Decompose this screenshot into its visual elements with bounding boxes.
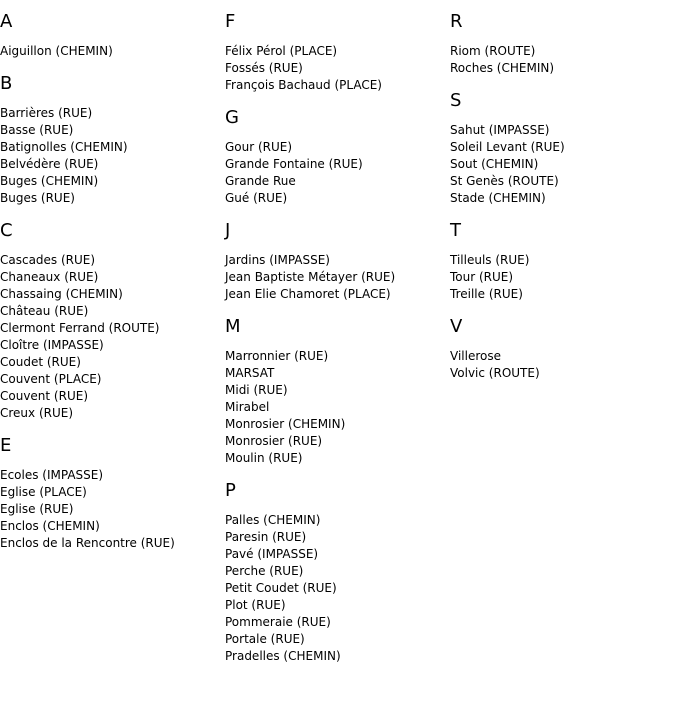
section-letter-heading: A xyxy=(0,11,13,32)
street-name: Creux (RUE) xyxy=(0,406,74,420)
section-letter-heading: B xyxy=(0,73,13,94)
street-name: Eglise (PLACE) xyxy=(0,485,87,499)
street-name: Volvic (ROUTE) xyxy=(450,366,540,380)
street-name: Moulin (RUE) xyxy=(225,451,303,465)
street-index-column-2 xyxy=(225,12,445,679)
street-name: Tour (RUE) xyxy=(450,270,514,284)
street-name: Buges (RUE) xyxy=(0,191,75,205)
street-name: Gour (RUE) xyxy=(225,140,293,154)
street-name: Chassaing (CHEMIN) xyxy=(0,287,123,301)
street-list xyxy=(225,252,445,303)
street-name: Perche (RUE) xyxy=(225,564,304,578)
street-name: Pradelles (CHEMIN) xyxy=(225,649,341,663)
section-letter-heading: M xyxy=(225,316,241,337)
street-name: Monrosier (CHEMIN) xyxy=(225,417,346,431)
street-name: Enclos de la Rencontre (RUE) xyxy=(0,536,175,550)
street-name: Gué (RUE) xyxy=(225,191,288,205)
street-list xyxy=(450,43,670,77)
street-name: Buges (CHEMIN) xyxy=(0,174,99,188)
letter-section-s xyxy=(450,91,670,207)
street-list xyxy=(0,43,220,60)
section-letter-heading: S xyxy=(450,90,462,111)
street-name: Jean Baptiste Métayer (RUE) xyxy=(225,270,396,284)
street-name: Jean Elie Chamoret (PLACE) xyxy=(225,287,391,301)
street-name: Tilleuls (RUE) xyxy=(450,253,530,267)
street-name: Enclos (CHEMIN) xyxy=(0,519,100,533)
street-name: Eglise (RUE) xyxy=(0,502,74,516)
street-name: Pavé (IMPASSE) xyxy=(225,547,319,561)
street-list xyxy=(225,512,445,665)
street-name: Treille (RUE) xyxy=(450,287,523,301)
street-name: Cloître (IMPASSE) xyxy=(0,338,104,352)
street-name: Palles (CHEMIN) xyxy=(225,513,321,527)
street-name: Barrières (RUE) xyxy=(0,106,93,120)
street-list xyxy=(225,43,445,94)
street-name: Château (RUE) xyxy=(0,304,89,318)
letter-section-r xyxy=(450,12,670,77)
section-letter-heading: P xyxy=(225,480,236,501)
street-list xyxy=(225,348,445,467)
section-letter-heading: C xyxy=(0,220,13,241)
letter-section-g xyxy=(225,108,445,207)
street-name: Riom (ROUTE) xyxy=(450,44,536,58)
street-name: St Genès (ROUTE) xyxy=(450,174,559,188)
street-name: Coudet (RUE) xyxy=(0,355,81,369)
letter-section-f xyxy=(225,12,445,94)
street-index-column-1 xyxy=(0,12,220,566)
section-letter-heading: V xyxy=(450,316,463,337)
letter-section-t xyxy=(450,221,670,303)
street-list xyxy=(225,139,445,207)
letter-section-b xyxy=(0,74,220,207)
street-name: MARSAT xyxy=(225,366,275,380)
section-letter-heading: E xyxy=(0,435,12,456)
street-list xyxy=(450,252,670,303)
street-name: Cascades (RUE) xyxy=(0,253,96,267)
street-list xyxy=(450,348,670,382)
street-name: Jardins (IMPASSE) xyxy=(225,253,330,267)
letter-section-p xyxy=(225,481,445,665)
street-name: Fossés (RUE) xyxy=(225,61,303,75)
street-name: Couvent (PLACE) xyxy=(0,372,102,386)
street-name: Basse (RUE) xyxy=(0,123,74,137)
street-list xyxy=(450,122,670,207)
street-name: Chaneaux (RUE) xyxy=(0,270,99,284)
street-name: Sahut (IMPASSE) xyxy=(450,123,550,137)
street-list xyxy=(0,252,220,422)
street-name: Roches (CHEMIN) xyxy=(450,61,555,75)
street-name: Batignolles (CHEMIN) xyxy=(0,140,128,154)
street-name: Sout (CHEMIN) xyxy=(450,157,539,171)
street-name: Monrosier (RUE) xyxy=(225,434,323,448)
street-name: Grande Fontaine (RUE) xyxy=(225,157,363,171)
street-name: Grande Rue xyxy=(225,174,296,188)
street-name: Clermont Ferrand (ROUTE) xyxy=(0,321,160,335)
section-letter-heading: J xyxy=(225,220,231,241)
street-name: Marronnier (RUE) xyxy=(225,349,329,363)
letter-section-a xyxy=(0,12,220,60)
street-name: Stade (CHEMIN) xyxy=(450,191,546,205)
letter-section-c xyxy=(0,221,220,422)
section-letter-heading: F xyxy=(225,11,236,32)
letter-section-e xyxy=(0,436,220,552)
street-name: Midi (RUE) xyxy=(225,383,288,397)
street-name: Plot (RUE) xyxy=(225,598,286,612)
section-letter-heading: T xyxy=(450,220,461,241)
street-name: Aiguillon (CHEMIN) xyxy=(0,44,113,58)
street-name: Paresin (RUE) xyxy=(225,530,307,544)
street-name: Mirabel xyxy=(225,400,270,414)
street-list xyxy=(0,105,220,207)
street-list xyxy=(0,467,220,552)
street-name: Couvent (RUE) xyxy=(0,389,89,403)
street-name: Félix Pérol (PLACE) xyxy=(225,44,338,58)
letter-section-v xyxy=(450,317,670,382)
letter-section-j xyxy=(225,221,445,303)
street-name: Pommeraie (RUE) xyxy=(225,615,331,629)
letter-section-m xyxy=(225,317,445,467)
street-name: Belvédère (RUE) xyxy=(0,157,99,171)
section-letter-heading: G xyxy=(225,107,239,128)
section-letter-heading: R xyxy=(450,11,463,32)
street-name: Villerose xyxy=(450,349,501,363)
street-name: Petit Coudet (RUE) xyxy=(225,581,337,595)
street-name: Portale (RUE) xyxy=(225,632,305,646)
street-name: Ecoles (IMPASSE) xyxy=(0,468,104,482)
street-name: Soleil Levant (RUE) xyxy=(450,140,565,154)
street-name: François Bachaud (PLACE) xyxy=(225,78,382,92)
street-index-column-3 xyxy=(450,12,670,396)
